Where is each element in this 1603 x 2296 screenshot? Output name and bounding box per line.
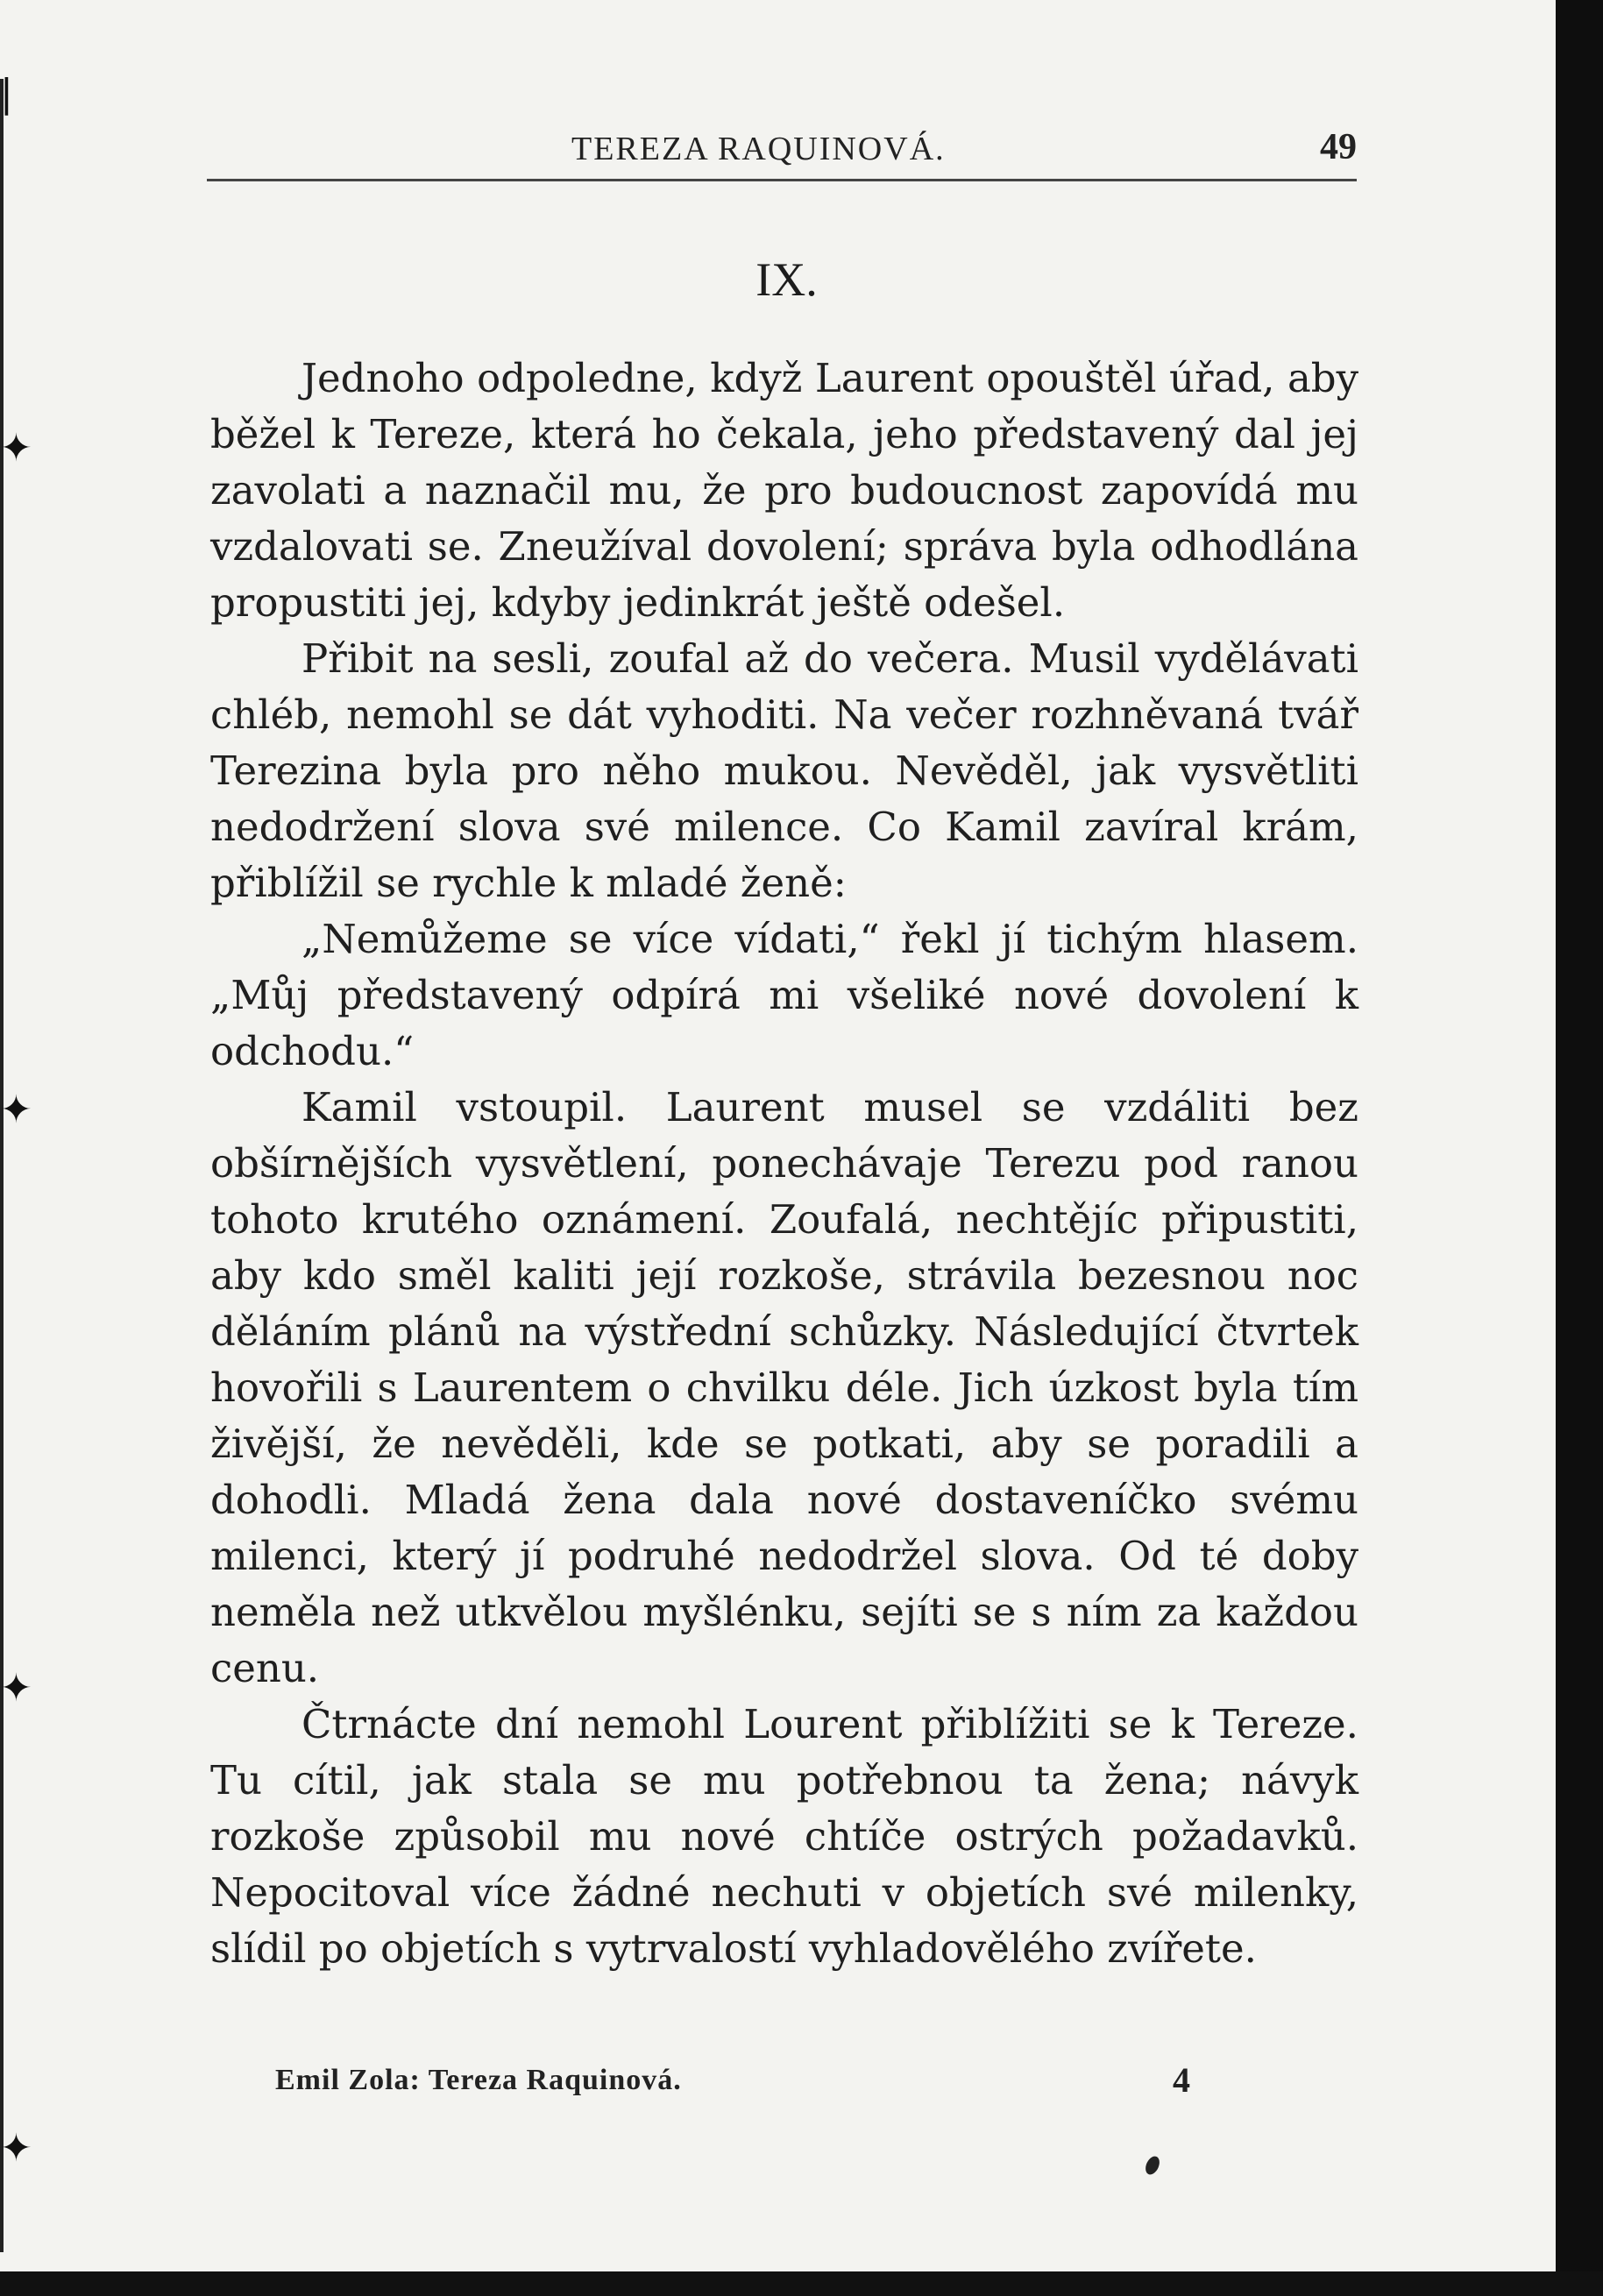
page-left-edge [0, 79, 16, 2252]
scan-right-border [1556, 0, 1603, 2296]
paragraph: Jednoho odpoledne, když Laurent opouštěl úřad, aby běžel k Tereze, která ho čekala, jeho představený dal jej zavolati a naznačil mu, že pro budoucnost zapovídá mu vzdalovati se. Zneužíval dovolení; správa byla odhodlána propustiti jej, kdyby jedinkrát ještě odešel. [210, 355, 1358, 626]
running-title: TEREZA RAQUINOVÁ. [571, 131, 946, 167]
binding-mark: ✦ [0, 426, 32, 471]
footer-signature: Emil Zola: Tereza Raquinová. [275, 2064, 682, 2096]
binding-mark: | [0, 71, 13, 116]
paragraph: Kamil vstoupil. Laurent musel se vzdáliti bez obšírnějších vysvětlení, ponechávaje Terezu pod ranou tohoto krutého oznámení. Zoufalá, nechtějíc připustiti, aby kdo směl kaliti její rozkoše, strávila bezesnou noc děláním plánů na výstřední schůzky. Následující čtvrtek hovořili s Laurentem o chvilku déle. Jich úzkost byla tím živější, že nevěděli, kde se potkati, aby se poradili a dohodli. Mladá žena dala nové dostaveníčko svému milenci, který jí podruhé nedodržel slova. Od té doby neměla než utkvělou myšlénku, sejíti se s ním za každou cenu. [210, 1084, 1358, 1691]
binding-mark: ✦ [0, 1666, 32, 1711]
running-header [207, 123, 1357, 181]
binding-mark: ✦ [0, 1088, 32, 1132]
chapter-number: IX. [755, 253, 818, 306]
page-number: 49 [1320, 127, 1357, 167]
scan-bottom-border [0, 2271, 1603, 2296]
body-text [210, 351, 1358, 1977]
paragraph: Přibit na sesli, zoufal až do večera. Musil vydělávati chléb, nemohl se dát vyhoditi. Na večer rozhněvaná tvář Terezina byla pro něho mukou. Nevěděl, jak vysvětliti nedodržení slova své milence. Co Kamil zavíral krám, přiblížil se rychle k mladé ženě: [210, 635, 1358, 906]
binding-mark: ✦ [0, 2126, 32, 2171]
paragraph: „Nemůžeme se více vídati,“ řekl jí tichým hlasem. „Můj představený odpírá mi všeliké nové dovolení k odchodu.“ [210, 916, 1358, 1074]
paragraph: Čtrnácte dní nemohl Lourent přiblížiti se k Tereze. Tu cítil, jak stala se mu potřebnou ta žena; návyk rozkoše způsobil mu nové chtíče ostrých požadavků. Nepocitoval více žádné nechuti v objetích své milenky, slídil po objetích s vytrvalostí vyhladovělého zvířete. [210, 1701, 1358, 1972]
sheet-number: 4 [1173, 2060, 1190, 2100]
ink-spot [1143, 2154, 1162, 2177]
